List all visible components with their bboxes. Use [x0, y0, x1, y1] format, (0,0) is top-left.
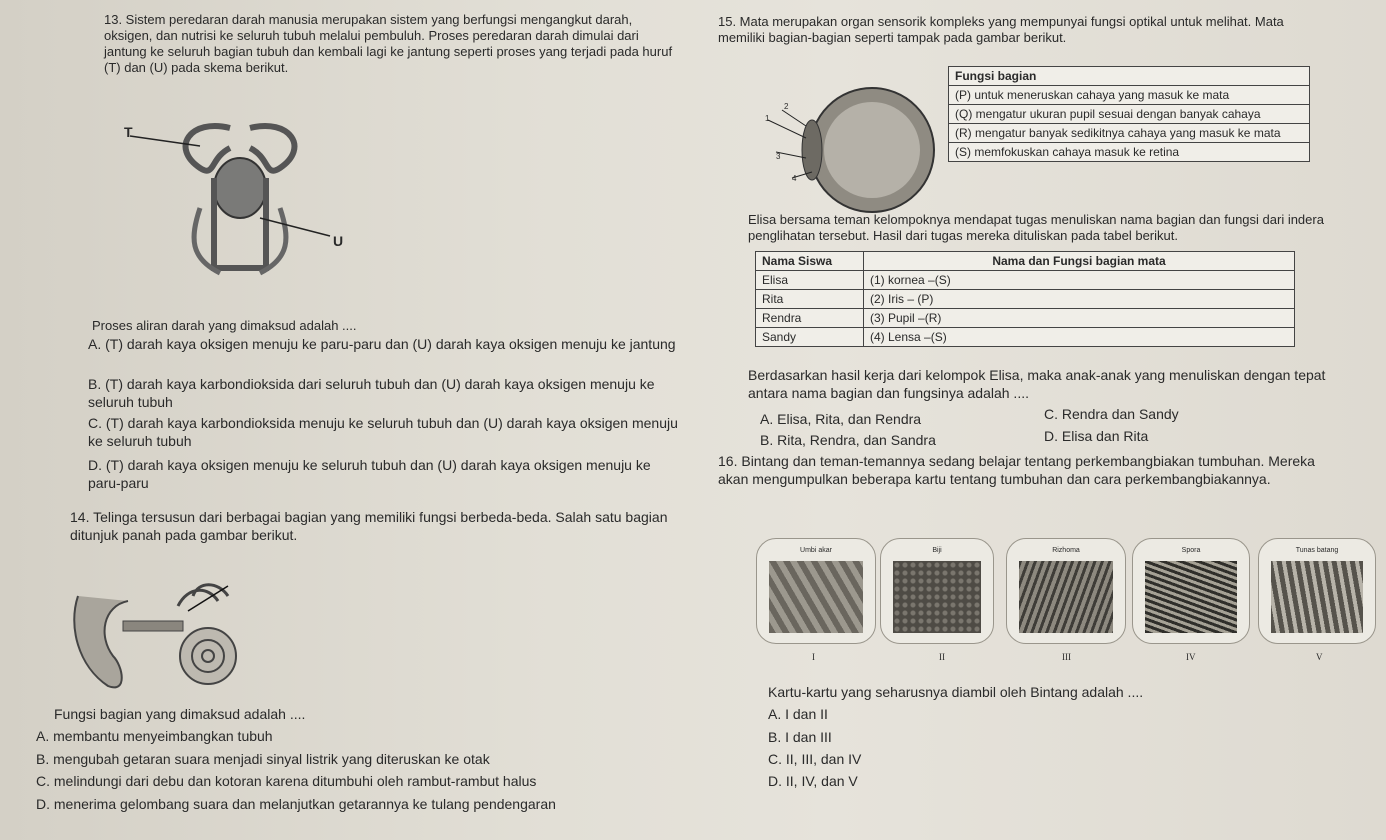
- card-biji[interactable]: [880, 538, 994, 644]
- circulation-diagram: [120, 108, 360, 288]
- card-label: Umbi akar: [800, 547, 832, 554]
- eye-diagram: [762, 80, 942, 220]
- label-t: T: [124, 124, 133, 140]
- student-name: Rita: [756, 290, 864, 309]
- card-image: [769, 561, 863, 633]
- fungsi-row-q: (Q) mengatur ukuran pupil sesuai dengan banyak cahaya: [949, 105, 1310, 124]
- q14-option-c[interactable]: C. melindungi dari debu dan kotoran karena ditumbuhi oleh rambut-rambut halus: [36, 773, 537, 789]
- q13-option-d[interactable]: D. (T) darah kaya oksigen menuju ke seluruh tubuh dan (U) darah kaya oksigen menuju ke paru-paru: [88, 457, 651, 491]
- q15-text: 15. Mata merupakan organ sensorik kompleks yang mempunyai fungsi optikal untuk melihat. Mata memiliki bagian-bagian seperti tampak pada gambar berikut.: [718, 14, 1284, 45]
- q13-text: 13. Sistem peredaran darah manusia merupakan sistem yang berfungsi mengangkut darah, oksigen, dan nutrisi ke seluruh tubuh melalui pembuluh. Proses peredaran darah dimulai dari jantung ke seluruh bagian tubuh dan kembali lagi ke jantung seperti proses yang terjadi pada huruf (T) dan (U) pada skema berikut.: [104, 12, 673, 75]
- card-image: [1271, 561, 1363, 633]
- card-label: Biji: [932, 547, 942, 554]
- table-row: [756, 309, 1295, 328]
- q16-question: Kartu-kartu yang seharusnya diambil oleh Bintang adalah ....: [768, 684, 1144, 700]
- card-number-2: II: [939, 652, 945, 662]
- q14-text: 14. Telinga tersusun dari berbagai bagian yang memiliki fungsi berbeda-beda. Salah satu bagian ditunjuk panah pada gambar berikut.: [70, 509, 668, 543]
- q14-option-a[interactable]: A. membantu menyeimbangkan tubuh: [36, 728, 273, 744]
- q15-option-b[interactable]: B. Rita, Rendra, dan Sandra: [760, 432, 936, 448]
- card-spora[interactable]: [1132, 538, 1250, 644]
- fungsi-table: [948, 66, 1310, 162]
- q16-option-b[interactable]: B. I dan III: [768, 729, 832, 745]
- student-answer: (4) Lensa –(S): [864, 328, 1295, 347]
- card-number-1: I: [812, 652, 815, 662]
- q14-option-d[interactable]: D. menerima gelombang suara dan melanjutkan getarannya ke tulang pendengaran: [36, 796, 556, 812]
- q15-question: Berdasarkan hasil kerja dari kelompok Elisa, maka anak-anak yang menuliskan dengan tepat antara nama bagian dan fungsinya adalah ....: [748, 367, 1326, 401]
- card-number-5: V: [1316, 652, 1323, 662]
- student-name: Sandy: [756, 328, 864, 347]
- card-label: Tunas batang: [1295, 547, 1339, 554]
- q16-text: 16. Bintang dan teman-temannya sedang belajar tentang perkembangbiakan tumbuhan. Mereka akan mengumpulkan beberapa kartu tentang tumbuhan dan cara perkembangbiakannya.: [718, 453, 1315, 487]
- table-row: [756, 271, 1295, 290]
- card-umbi-akar[interactable]: [756, 538, 876, 644]
- q16-option-a[interactable]: A. I dan II: [768, 706, 828, 722]
- q14-option-b[interactable]: B. mengubah getaran suara menjadi sinyal listrik yang diteruskan ke otak: [36, 751, 490, 767]
- student-answer: (1) kornea –(S): [864, 271, 1295, 290]
- q15-option-c[interactable]: C. Rendra dan Sandy: [1044, 406, 1179, 422]
- fungsi-row-s: (S) memfokuskan cahaya masuk ke retina: [949, 143, 1310, 162]
- student-answer: (3) Pupil –(R): [864, 309, 1295, 328]
- card-number-4: IV: [1186, 652, 1196, 662]
- card-image: [893, 561, 981, 633]
- card-tunas-batang[interactable]: [1258, 538, 1376, 644]
- card-rizhoma[interactable]: [1006, 538, 1126, 644]
- table-row: [756, 328, 1295, 347]
- fungsi-header: Fungsi bagian: [949, 67, 1310, 86]
- student-table-header-name: Nama Siswa: [756, 252, 864, 271]
- eye-label-2: 2: [784, 102, 789, 111]
- student-answer: (2) Iris – (P): [864, 290, 1295, 309]
- card-image: [1145, 561, 1237, 633]
- q16-option-c[interactable]: C. II, III, dan IV: [768, 751, 862, 767]
- q15-option-a[interactable]: A. Elisa, Rita, dan Rendra: [760, 411, 922, 427]
- q13-question: Proses aliran darah yang dimaksud adalah ....: [92, 318, 357, 333]
- label-u: U: [333, 233, 344, 249]
- card-image: [1019, 561, 1113, 633]
- eye-label-4: 4: [792, 174, 797, 183]
- ear-diagram: [68, 566, 268, 696]
- student-name: Elisa: [756, 271, 864, 290]
- q13-option-b[interactable]: B. (T) darah kaya karbondioksida dari seluruh tubuh dan (U) darah kaya oksigen menuju ke seluruh tubuh: [88, 376, 655, 410]
- card-number-3: III: [1062, 652, 1071, 662]
- eye-label-3: 3: [776, 152, 781, 161]
- card-label: Spora: [1181, 547, 1201, 554]
- q15-text2: Elisa bersama teman kelompoknya mendapat tugas menuliskan nama bagian dan fungsi dari indera penglihatan tersebut. Hasil dari tugas mereka dituliskan pada tabel berikut.: [748, 212, 1324, 243]
- eye-label-1: 1: [765, 114, 770, 123]
- q15-option-d[interactable]: D. Elisa dan Rita: [1044, 428, 1149, 444]
- fungsi-row-r: (R) mengatur banyak sedikitnya cahaya yang masuk ke mata: [949, 124, 1310, 143]
- table-row: [756, 290, 1295, 309]
- q13-option-c[interactable]: C. (T) darah kaya karbondioksida menuju ke seluruh tubuh dan (U) darah kaya oksigen menuju ke seluruh tubuh: [88, 415, 678, 449]
- q16-option-d[interactable]: D. II, IV, dan V: [768, 773, 858, 789]
- card-label: Rizhoma: [1052, 547, 1080, 554]
- q13-option-a[interactable]: A. (T) darah kaya oksigen menuju ke paru-paru dan (U) darah kaya oksigen menuju ke jantung: [88, 336, 676, 352]
- q14-question: Fungsi bagian yang dimaksud adalah ....: [54, 706, 306, 722]
- student-table: [755, 251, 1295, 347]
- student-name: Rendra: [756, 309, 864, 328]
- student-table-header-part: Nama dan Fungsi bagian mata: [864, 252, 1295, 271]
- fungsi-row-p: (P) untuk meneruskan cahaya yang masuk ke mata: [949, 86, 1310, 105]
